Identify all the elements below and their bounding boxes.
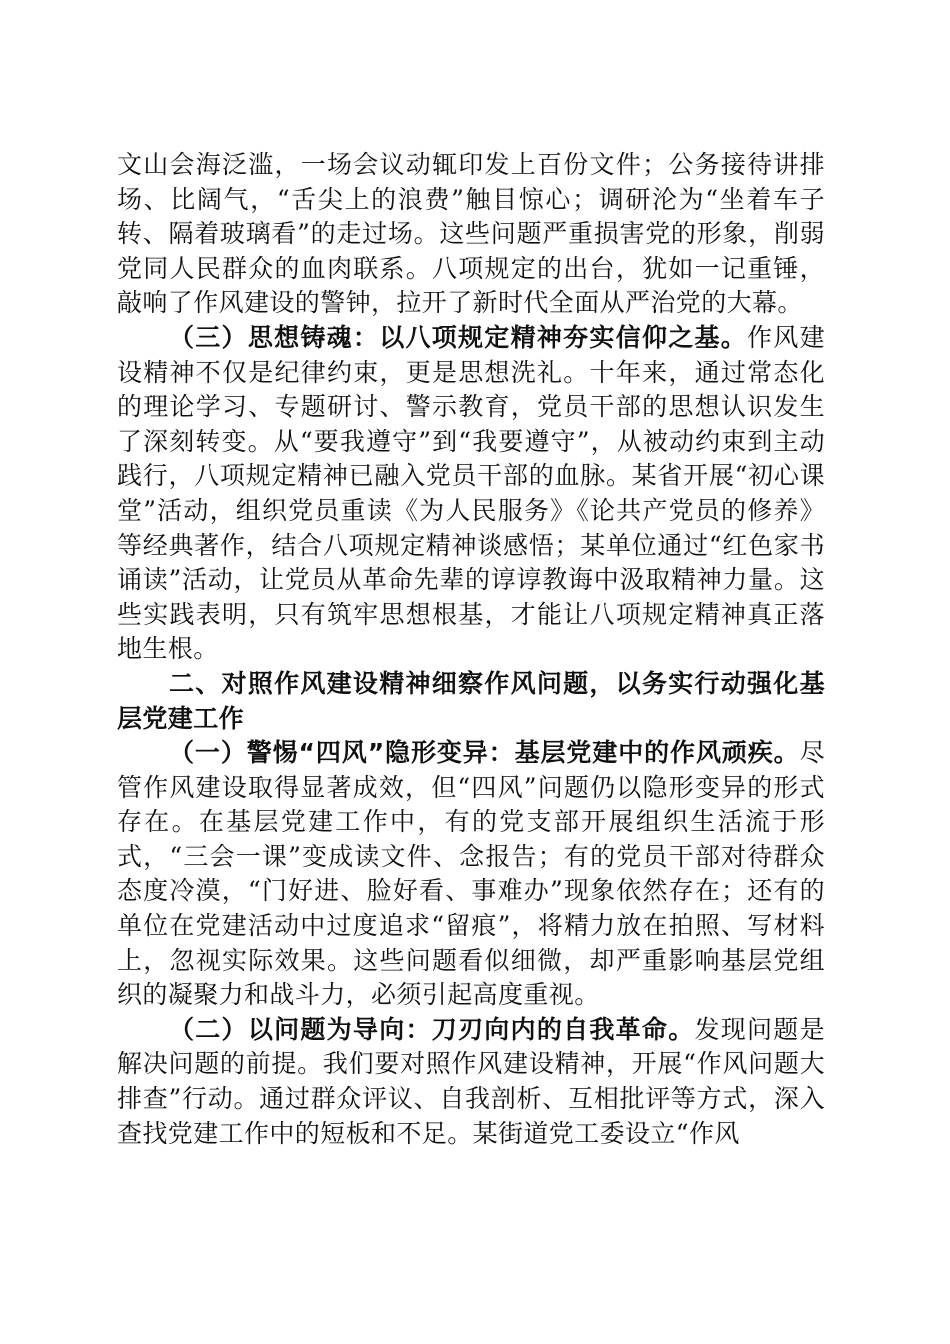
paragraph-text: 作风建设精神不仅是纪律约束，更是思想洗礼。十年来，通过常态化的理论学习、专题研讨、警示教育，党员干部的思想认识发生了深刻转变。从“要我遵守”到“我要遵守”，从被动约束到主动践行，八项规定精神已融入党员干部的血脉。某省开展“初心课堂”活动，组织党员重读《为人民服务》《论共产党员的修养》等经典著作，结合八项规定精神谈感悟；某单位通过“红色家书诵读”活动，让党员从革命先辈的谆谆教诲中汲取精神力量。这些实践表明，只有筑牢思想根基，才能让八项规定精神真正落地生根。 (117, 322, 825, 664)
paragraph-lead: （二）以问题为导向：刀刃向内的自我革命。 (169, 1014, 695, 1044)
paragraph-section-three (117, 321, 825, 667)
paragraph-section-two (117, 1013, 825, 1151)
paragraph-lead: （一）警惕“四风”隐形变异：基层党建中的作风顽疾。 (169, 738, 800, 768)
paragraph-lead: （三）思想铸魂：以八项规定精神夯实信仰之基。 (169, 322, 748, 352)
paragraph-section-one (117, 736, 825, 1013)
paragraph-text: 文山会海泛滥，一场会议动辄印发上百份文件；公务接待讲排场、比阔气，“舌尖上的浪费”触目惊心；调研沦为“坐着车子转、隔着玻璃看”的走过场。这些问题严重损害党的形象，削弱党同人民群众的血肉联系。八项规定的出台，犹如一记重锤，敲响了作风建设的警钟，拉开了新时代全面从严治党的大幕。 (117, 150, 825, 318)
paragraph-text: 发现问题是解决问题的前提。我们要对照作风建设精神，开展“作风问题大排查”行动。通过群众评议、自我剖析、互相批评等方式，深入查找党建工作中的短板和不足。某街道党工委设立“作风 (117, 1014, 825, 1148)
section-heading: 二、对照作风建设精神细察作风问题，以务实行动强化基层党建工作 (117, 668, 825, 733)
paragraph-text: 尽管作风建设取得显著成效，但“四风”问题仍以隐形变异的形式存在。在基层党建工作中，有的党支部开展组织生活流于形式，“三会一课”变成读文件、念报告；有的党员干部对待群众态度冷漠，“门好进、脸好看、事难办”现象依然存在；还有的单位在党建活动中过度追求“留痕”，将精力放在拍照、写材料上，忽视实际效果。这些问题看似细微，却严重影响基层党组织的凝聚力和战斗力，必须引起高度重视。 (117, 738, 825, 1010)
paragraph-continuation (117, 148, 825, 321)
document-body (117, 148, 825, 1151)
